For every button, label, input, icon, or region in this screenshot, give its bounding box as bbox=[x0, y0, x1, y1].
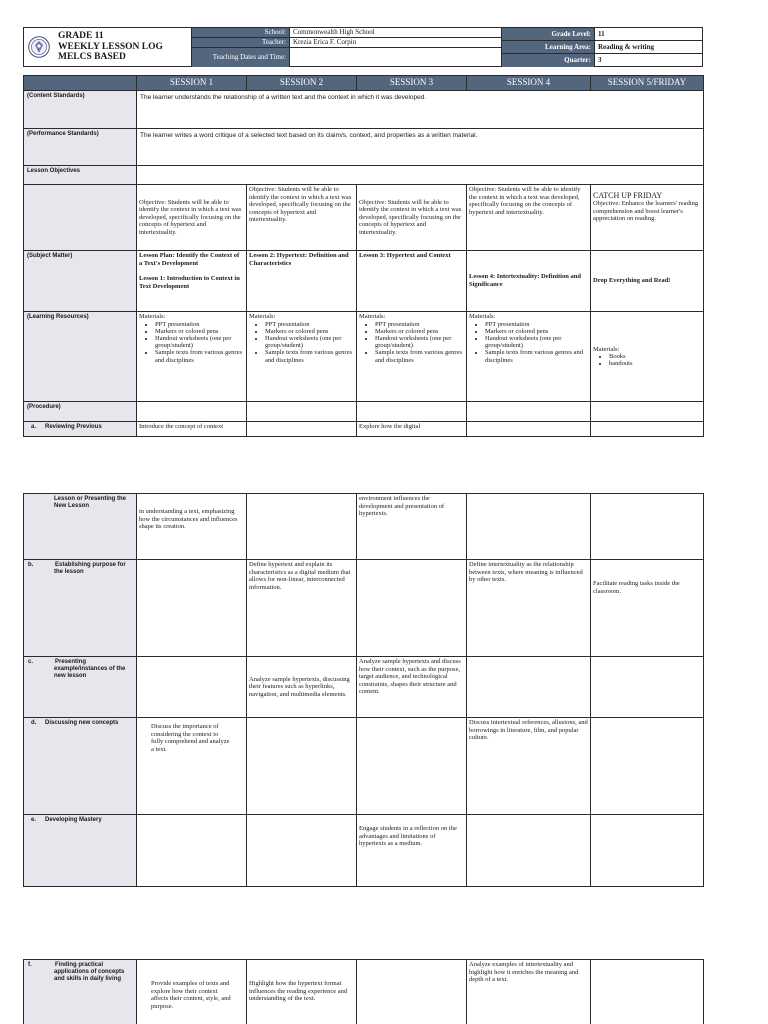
procedure-f-session-3 bbox=[357, 960, 467, 1024]
material-item: • Sample texts from various genres and disciplines bbox=[375, 349, 464, 363]
objective-session-4: Objective: Students will be able to identify the context in which a text was developed, specifically focusing on the concepts of hypertext and intertextuality. bbox=[467, 185, 591, 251]
procedure-b-index: b. bbox=[28, 562, 34, 568]
procedure-c-index: c. bbox=[28, 659, 34, 665]
procedure-f-index: f. bbox=[28, 962, 32, 968]
school-value: Commonwealth High School bbox=[289, 28, 502, 38]
procedure-e-row bbox=[24, 815, 704, 887]
grade-level-value: 11 bbox=[594, 28, 702, 41]
procedure-c-row bbox=[24, 657, 704, 718]
procedure-b-session-4: Define intertextuality as the relationship between texts, where meaning is influenced by other texts. bbox=[467, 560, 591, 657]
procedure-c-session-4 bbox=[467, 657, 591, 718]
objective-session-3: Objective: Students will be able to identify the context in which a text was developed, specifically focusing on the concepts of hypertext and intertextuality. bbox=[357, 185, 467, 251]
procedure-d-row bbox=[24, 718, 704, 815]
procedure-a-session-5-cont bbox=[591, 494, 704, 560]
lesson-log-table-page-3 bbox=[23, 959, 704, 1024]
session-2-header: SESSION 2 bbox=[247, 76, 357, 91]
procedure-d-session-4: Discuss intertextual references, allusions, and borrowings in literature, film, and popular culture. bbox=[467, 718, 591, 815]
material-item: • Markers or colored pens bbox=[375, 328, 464, 335]
procedure-d-label bbox=[24, 718, 137, 815]
materials-label: Materials: bbox=[469, 313, 496, 320]
procedure-cell bbox=[591, 402, 704, 422]
lesson-log-table-page-1 bbox=[23, 75, 704, 437]
session-3-header: SESSION 3 bbox=[357, 76, 467, 91]
procedure-cell bbox=[467, 402, 591, 422]
material-item: • PPT presentation bbox=[485, 321, 588, 328]
procedure-e-label bbox=[24, 815, 137, 887]
procedure-d-session-5 bbox=[591, 718, 704, 815]
resources-session-4 bbox=[467, 312, 591, 402]
material-item: • Markers or colored pens bbox=[485, 328, 588, 335]
subject-matter-session-5: Drop Everything and Read! bbox=[591, 251, 704, 312]
procedure-row bbox=[24, 402, 704, 422]
materials-list-s1 bbox=[155, 321, 244, 364]
procedure-b-text: Establishing purpose for the lesson bbox=[54, 562, 126, 575]
resources-session-3 bbox=[357, 312, 467, 402]
material-item: • Sample texts from various genres and disciplines bbox=[485, 349, 588, 363]
learning-area-label: Learning Area: bbox=[502, 41, 594, 54]
procedure-d-text: Discussing new concepts bbox=[45, 720, 119, 726]
objective-session-5 bbox=[591, 185, 704, 251]
procedure-a-label bbox=[24, 422, 137, 437]
lesson-objectives-row bbox=[24, 166, 704, 185]
procedure-a-session-2-cont bbox=[247, 494, 357, 560]
content-standards-row bbox=[24, 91, 704, 129]
material-item: • Markers or colored pens bbox=[265, 328, 354, 335]
material-item: • PPT presentation bbox=[265, 321, 354, 328]
procedure-e-session-4 bbox=[467, 815, 591, 887]
learning-resources-row bbox=[24, 312, 704, 402]
procedure-e-index: e. bbox=[31, 817, 37, 823]
materials-label: Materials: bbox=[139, 313, 166, 320]
learning-resources-label: (Learning Resources) bbox=[24, 312, 137, 402]
subject-matter-label: (Subject Matter) bbox=[24, 251, 137, 312]
objectives-row bbox=[24, 185, 704, 251]
lesson-log-header bbox=[23, 27, 703, 67]
material-item: • Handout worksheets (one per group/student) bbox=[155, 335, 244, 349]
subject-s1-lesson-1: Lesson 1: Introduction to Context in Text Development bbox=[139, 275, 240, 290]
procedure-b-session-1 bbox=[137, 560, 247, 657]
procedure-f-session-5 bbox=[591, 960, 704, 1024]
procedure-a-session-3-cont: environment influences the development and presentation of hypertexts. bbox=[357, 494, 467, 560]
procedure-b-label bbox=[24, 560, 137, 657]
resources-session-2 bbox=[247, 312, 357, 402]
procedure-cell bbox=[137, 402, 247, 422]
teacher-value: Krezia Erica F. Corpin bbox=[289, 38, 502, 48]
resources-session-5 bbox=[591, 312, 704, 402]
procedure-c-text: Presenting example/instances of the new lesson bbox=[54, 659, 126, 679]
material-item: • Handout worksheets (one per group/student) bbox=[265, 335, 354, 349]
procedure-b-session-2: Define hypertext and explain its characteristics as a digital medium that allows for non-linear, interconnected information. bbox=[247, 560, 357, 657]
subject-matter-session-3: Lesson 3: Hypertext and Context bbox=[357, 251, 467, 312]
material-item: • Sample texts from various genres and disciplines bbox=[265, 349, 354, 363]
procedure-a-text: Reviewing Previous bbox=[45, 424, 102, 430]
materials-list-s2 bbox=[265, 321, 354, 364]
lesson-objectives-label: Lesson Objectives bbox=[24, 166, 137, 185]
materials-list-s5 bbox=[609, 353, 701, 367]
procedure-c-session-1 bbox=[137, 657, 247, 718]
subject-matter-session-4: Lesson 4: Intertextuality: Definition and Significance bbox=[467, 251, 591, 312]
material-item: • Sample texts from various genres and disciplines bbox=[155, 349, 244, 363]
procedure-cell bbox=[247, 402, 357, 422]
material-item: • Books bbox=[609, 353, 701, 360]
procedure-a-index: a. bbox=[31, 424, 37, 430]
catch-up-friday-title: CATCH UP FRIDAY bbox=[593, 191, 663, 200]
materials-list-s3 bbox=[375, 321, 464, 364]
header-title-block bbox=[24, 28, 192, 66]
header-title bbox=[58, 31, 163, 63]
teaching-dates-value bbox=[289, 48, 502, 67]
procedure-c-session-2: Analyze sample hypertexts, discussing their features such as hyperlinks, navigation, and multimedia elements. bbox=[247, 657, 357, 718]
material-item: • PPT presentation bbox=[155, 321, 244, 328]
session-header-row bbox=[24, 76, 704, 91]
procedure-a-session-5 bbox=[591, 422, 704, 437]
procedure-a-row-start bbox=[24, 422, 704, 437]
header-fields-left bbox=[192, 28, 502, 66]
material-item: • Markers or colored pens bbox=[155, 328, 244, 335]
procedure-c-session-5 bbox=[591, 657, 704, 718]
procedure-d-session-2 bbox=[247, 718, 357, 815]
quarter-value: 3 bbox=[594, 54, 702, 67]
procedure-f-session-4: Analyze examples of intertextuality and highlight how it enriches the meaning and depth of a text. bbox=[467, 960, 591, 1024]
learning-area-value: Reading & writing bbox=[594, 41, 702, 54]
procedure-c-label bbox=[24, 657, 137, 718]
subject-matter-row bbox=[24, 251, 704, 312]
procedure-a-session-4-cont bbox=[467, 494, 591, 560]
school-label: School: bbox=[192, 28, 289, 38]
materials-list-s4 bbox=[485, 321, 588, 364]
subject-matter-session-2: Lesson 2: Hypertext: Definition and Characteristics bbox=[247, 251, 357, 312]
procedure-f-session-1: Provide examples of texts and explore how their context affects their content, style, and purpose. bbox=[137, 960, 247, 1024]
performance-standards-label: (Performance Standards) bbox=[24, 129, 137, 166]
procedure-a-session-4 bbox=[467, 422, 591, 437]
material-item: • Handout worksheets (one per group/student) bbox=[485, 335, 588, 349]
procedure-d-session-3 bbox=[357, 718, 467, 815]
catch-up-friday-objective: Objective: Enhance the learners' reading comprehension and boost learner's appreciation on reading. bbox=[593, 200, 699, 223]
objective-session-1: Objective: Students will be able to identify the context in which a text was developed, specifically focusing on the concepts of hypertext and intertextuality. bbox=[137, 185, 247, 251]
materials-label: Materials: bbox=[249, 313, 276, 320]
procedure-f-label bbox=[24, 960, 137, 1024]
objective-session-2: Objective: Students will be able to identify the context in which a text was developed, specifically focusing on the concepts of hypertext and intertextuality. bbox=[247, 185, 357, 251]
procedure-b-session-3 bbox=[357, 560, 467, 657]
teaching-dates-label: Teaching Dates and Time: bbox=[192, 48, 289, 67]
procedure-a-label-cont: Lesson or Presenting the New Lesson bbox=[24, 494, 137, 560]
procedure-e-session-1 bbox=[137, 815, 247, 887]
session-1-header: SESSION 1 bbox=[137, 76, 247, 91]
grade-level-label: Grade Level: bbox=[502, 28, 594, 41]
teacher-label: Teacher: bbox=[192, 38, 289, 48]
resources-session-1 bbox=[137, 312, 247, 402]
content-standards-text: The learner understands the relationship of a written text and the context in which it was developed. bbox=[137, 91, 704, 129]
objectives-label-cell bbox=[24, 185, 137, 251]
procedure-a-session-3: Explore how the digital bbox=[357, 422, 467, 437]
procedure-cell bbox=[357, 402, 467, 422]
title-line-log: WEEKLY LESSON LOG bbox=[58, 41, 163, 52]
procedure-d-session-1: Discuss the importance of considering the context to fully comprehend and analyze a text. bbox=[137, 718, 247, 815]
performance-standards-text: The learner writes a word critique of a selected text based on its claim/s, context, and properties as a written material. bbox=[137, 129, 704, 166]
title-line-grade: GRADE 11 bbox=[58, 31, 104, 42]
procedure-b-session-5: Facilitate reading tasks inside the classroom. bbox=[591, 560, 704, 657]
procedure-a-row-cont bbox=[24, 494, 704, 560]
procedure-c-session-3: Analyze sample hypertexts and discuss how their context, such as the purpose, target audience, and technological constraints, shapes their structure and content. bbox=[357, 657, 467, 718]
header-fields-right bbox=[502, 28, 702, 66]
procedure-b-row bbox=[24, 560, 704, 657]
procedure-a-session-1: Introduce the concept of context bbox=[137, 422, 247, 437]
materials-label: Materials: bbox=[359, 313, 386, 320]
procedure-a-session-2 bbox=[247, 422, 357, 437]
corner-cell bbox=[24, 76, 137, 91]
subject-s1-lesson-plan: Lesson Plan: Identify the Context of a Text's Development bbox=[139, 252, 240, 267]
procedure-e-text: Developing Mastery bbox=[45, 817, 102, 823]
subject-matter-session-1 bbox=[137, 251, 247, 312]
procedure-e-session-2 bbox=[247, 815, 357, 887]
materials-label: Materials: bbox=[593, 345, 620, 353]
session-4-header: SESSION 4 bbox=[467, 76, 591, 91]
deped-seal-logo bbox=[28, 36, 50, 58]
lesson-log-table-page-2 bbox=[23, 493, 704, 887]
procedure-e-session-3: Engage students in a reflection on the advantages and limitations of hypertexts as a medium. bbox=[357, 815, 467, 887]
session-5-header: SESSION 5/FRIDAY bbox=[591, 76, 704, 91]
procedure-label: (Procedure) bbox=[24, 402, 137, 422]
procedure-e-session-5 bbox=[591, 815, 704, 887]
procedure-a-session-1-cont: in understanding a text, emphasizing how the circumstances and influences shape its creation. bbox=[137, 494, 247, 560]
lesson-objectives-spacer bbox=[137, 166, 704, 185]
material-item: • Handout worksheets (one per group/student) bbox=[375, 335, 464, 349]
content-standards-label: (Content Standards) bbox=[24, 91, 137, 129]
title-line-melcs: MELCS BASED bbox=[58, 52, 126, 63]
procedure-f-row bbox=[24, 960, 704, 1024]
quarter-label: Quarter: bbox=[502, 54, 594, 67]
material-item: • PPT presentation bbox=[375, 321, 464, 328]
procedure-f-text: Finding practical applications of concepts and skills in daily living bbox=[54, 962, 125, 982]
procedure-d-index: d. bbox=[31, 720, 37, 726]
material-item: • handouts bbox=[609, 360, 701, 367]
performance-standards-row bbox=[24, 129, 704, 166]
procedure-f-session-2: Highlight how the hypertext format influences the reading experience and understanding of the text. bbox=[247, 960, 357, 1024]
